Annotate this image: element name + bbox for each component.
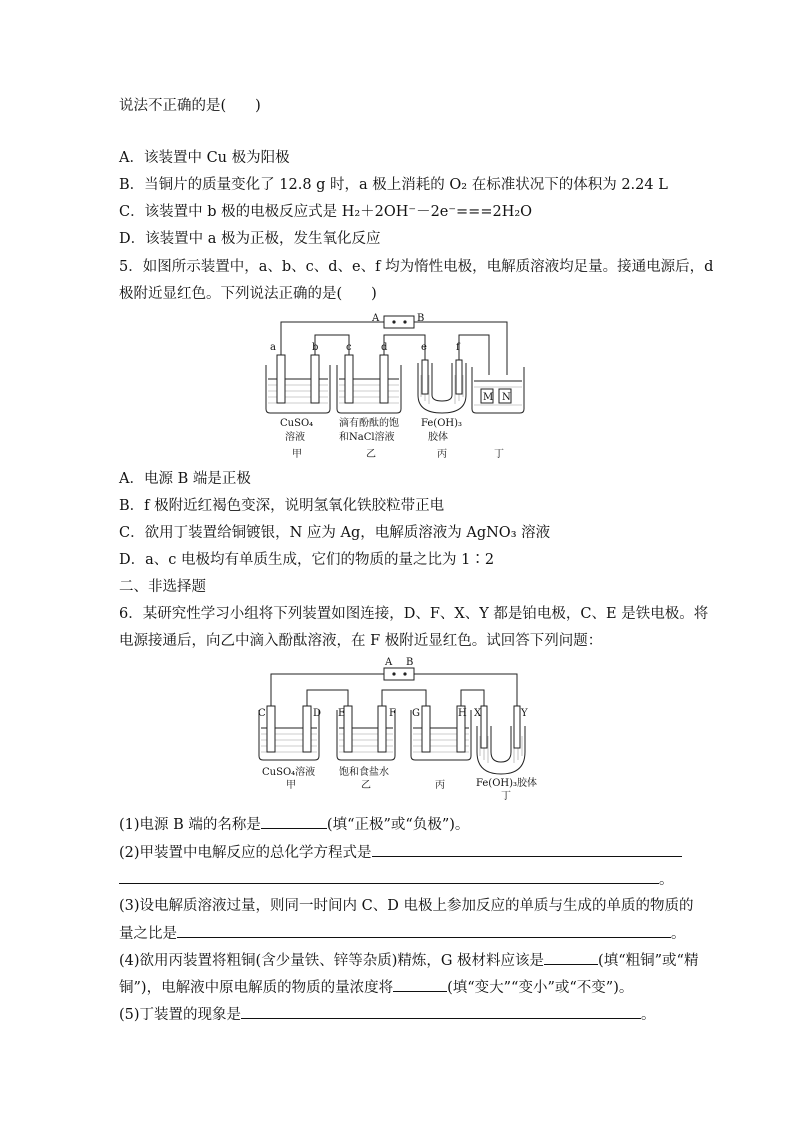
- q6-power-b: B: [406, 657, 414, 668]
- q6-sol-1: CuSO₄溶液: [262, 767, 316, 778]
- q6-part-4-cont: [119, 977, 633, 998]
- q4-option-a: A．该装置中 Cu 极为阳极: [119, 150, 290, 166]
- q6-part-3-blank[interactable]: [177, 923, 671, 938]
- q6-part-1: [119, 814, 469, 835]
- q6-electrode-label: F: [389, 708, 396, 719]
- q6-part-4-hint-1: (填“粗铜”或“精: [598, 953, 699, 969]
- q5-sol-3b: 胶体: [428, 432, 448, 443]
- q6-part-4-blank-1[interactable]: [544, 950, 598, 965]
- q6-part-4-blank-2[interactable]: [393, 977, 447, 992]
- q6-part-5-end: 。: [641, 1007, 656, 1023]
- q6-stem-2: 电源接通后，向乙中滴入酚酞溶液，在 F 极附近显红色。试回答下列问题：: [119, 633, 603, 649]
- q5-electrode-label: c: [346, 342, 352, 353]
- q4-option-b: B．当铜片的质量变化了 12.8 g 时，a 极上消耗的 O₂ 在标准状况下的体积为 2.24 L: [119, 177, 668, 193]
- q6-part-2-end: 。: [659, 872, 674, 888]
- q6-electrode-label: C: [258, 708, 266, 719]
- q6-electrode-label: X: [474, 708, 482, 719]
- q5-sol-1b: 溶液: [285, 432, 305, 443]
- q5-electrode-label: e: [421, 342, 427, 353]
- q5-sol-3a: Fe(OH)₃: [421, 418, 463, 429]
- q5-sol-2a: 滴有酚酞的饱: [339, 418, 399, 429]
- q6-part-5-text: (5)丁装置的现象是: [119, 1007, 242, 1023]
- q6-part-1-blank[interactable]: [261, 814, 327, 829]
- q6-sol-4: Fe(OH)₃胶体: [476, 778, 538, 789]
- q6-figure: [0, 656, 794, 806]
- q5-power-a: A: [372, 313, 380, 324]
- q6-electrode-label: Y: [521, 708, 528, 719]
- q6-part-2: [119, 842, 682, 863]
- q6-part-1-hint: (填“正极”或“负极”)。: [326, 817, 470, 833]
- q5-stem-2: 极附近显红色。下列说法正确的是( ): [119, 286, 377, 302]
- q5-plate-n: N: [502, 392, 511, 403]
- q6-electrode-label: G: [412, 708, 420, 719]
- q5-option-c: C．欲用丁装置给铜镀银，N 应为 Ag，电解质溶液为 AgNO₃ 溶液: [119, 525, 551, 541]
- section-heading: 二、非选择题: [119, 579, 206, 595]
- q5-option-b: B．f 极附近红褐色变深，说明氢氧化铁胶粒带正电: [119, 498, 445, 514]
- q6-part-2-text: (2)甲装置中电解反应的总化学方程式是: [119, 845, 372, 861]
- q6-part-4-hint-2: (填“变大”“变小”或“不变”)。: [447, 980, 634, 996]
- q5-sol-1a: CuSO₄: [280, 418, 314, 429]
- q5-plate-m: M: [483, 392, 494, 403]
- q6-part-1-text: (1)电源 B 端的名称是: [119, 817, 261, 833]
- q5-cell-label: 乙: [366, 449, 376, 460]
- q5-cell-label: 甲: [292, 449, 302, 460]
- q6-part-2-blank[interactable]: [372, 842, 682, 857]
- q5-power-b: B: [417, 313, 425, 324]
- q5-sol-2b: 和NaCl溶液: [339, 432, 395, 443]
- q6-electrode-label: H: [458, 708, 467, 719]
- q6-part-4-text-2: 铜”)，电解液中原电解质的物质的量浓度将: [119, 980, 394, 996]
- q6-part-5-blank[interactable]: [241, 1004, 641, 1019]
- q6-part-3-cont: [119, 923, 686, 944]
- q5-stem-1: 5．如图所示装置中，a、b、c、d、e、f 均为惰性电极，电解质溶液均足量。接通电源后，d: [119, 259, 714, 275]
- q6-part-5: [119, 1004, 656, 1025]
- q5-option-d: D．a、c 电极均有单质生成，它们的物质的量之比为 1∶2: [119, 552, 495, 568]
- q6-part-3: (3)设电解质溶液过量，则同一时间内 C、D 电极上参加反应的单质与生成的单质的物质的: [119, 898, 694, 914]
- q6-cell-label: 乙: [361, 780, 371, 791]
- q5-electrode-label: b: [312, 342, 319, 353]
- q5-option-a: A．电源 B 端是正极: [119, 471, 251, 487]
- q6-part-4-text: (4)欲用丙装置将粗铜(含少量铁、锌等杂质)精炼，G 极材料应该是: [119, 953, 545, 969]
- q6-part-2-blank-2[interactable]: [119, 869, 659, 884]
- q4-stem-end: 说法不正确的是( ): [119, 98, 261, 114]
- q6-cell-label: 甲: [286, 780, 296, 791]
- q6-cell-label: 丙: [435, 780, 445, 791]
- q5-cell-label: 丙: [437, 449, 447, 460]
- q6-sol-2: 饱和食盐水: [339, 767, 389, 778]
- q6-electrode-label: E: [338, 708, 346, 719]
- q4-option-d: D．该装置中 a 极为正极，发生氧化反应: [119, 231, 381, 247]
- q5-cell-label: 丁: [494, 449, 504, 460]
- q6-cell-label: 丁: [501, 791, 511, 802]
- q5-electrode-label: d: [381, 342, 388, 353]
- q6-part-3-text: 量之比是: [119, 926, 177, 942]
- q5-electrode-label: a: [270, 342, 276, 353]
- q5-figure: [0, 305, 794, 465]
- q6-part-4: [119, 950, 698, 971]
- q6-part-3-end: 。: [671, 926, 686, 942]
- q5-electrode-label: f: [456, 342, 460, 353]
- q4-option-c: C．该装置中 b 极的电极反应式是 H₂＋2OH⁻－2e⁻===2H₂O: [119, 204, 533, 220]
- q6-power-a: A: [385, 657, 393, 668]
- q6-stem-1: 6．某研究性学习小组将下列装置如图连接，D、F、X、Y 都是铂电极，C、E 是铁电极。将: [119, 606, 709, 622]
- q6-electrode-label: D: [313, 708, 322, 719]
- q6-part-2-cont: [119, 869, 674, 890]
